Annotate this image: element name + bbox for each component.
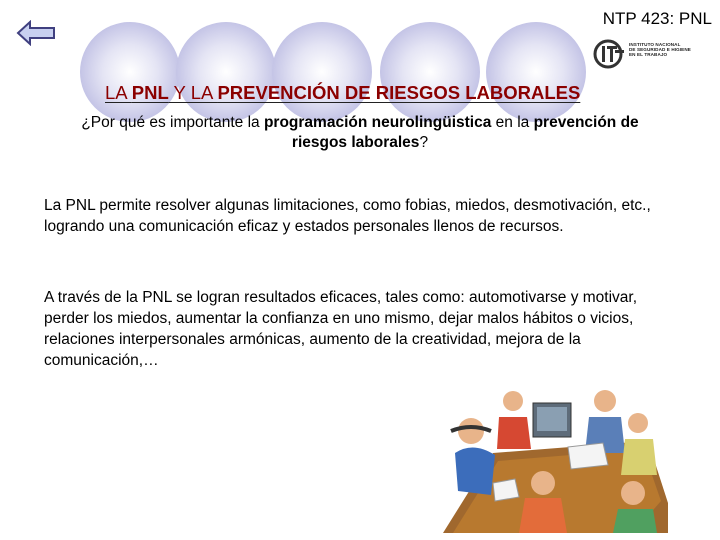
decorative-circle [272,22,372,122]
arrow-left-icon [16,20,56,46]
meeting-people-clipart [433,383,668,533]
decorative-circle [380,22,480,122]
paragraph-2: A través de la PNL se logran resultados eficaces, tales como: automotivarse y motivar, perder los miedos, aumentar la confianza en uno mismo, dejar malos hábitos o vicios, relaciones interpersonales armónicas, aumento de la creatividad, mejora de la comunicación,… [44,289,638,369]
decorative-circle [176,22,276,122]
decorative-circle [80,22,180,122]
insht-emblem [593,38,627,70]
logo-text: INSTITUTO NACIONAL DE SEGURIDAD E HIGIENE EN EL TRABAJO [629,42,691,58]
ntp-label: NTP 423: PNL [602,9,712,28]
paragraph-1: La PNL permite resolver algunas limitaciones, como fobias, miedos, desmotivación, etc., logrando una comunicación eficaz y estados personales llenos de recursos. [44,197,651,235]
insht-logo [593,38,713,72]
decorative-circle [486,22,586,122]
slide-title: LA PNL Y LA PREVENCIÓN DE RIESGOS LABORALES [105,82,581,103]
slide-question: ¿Por qué es importante la programación neurolingüistica en la prevención de riesgos laborales? [81,114,639,151]
back-button[interactable] [16,20,56,46]
